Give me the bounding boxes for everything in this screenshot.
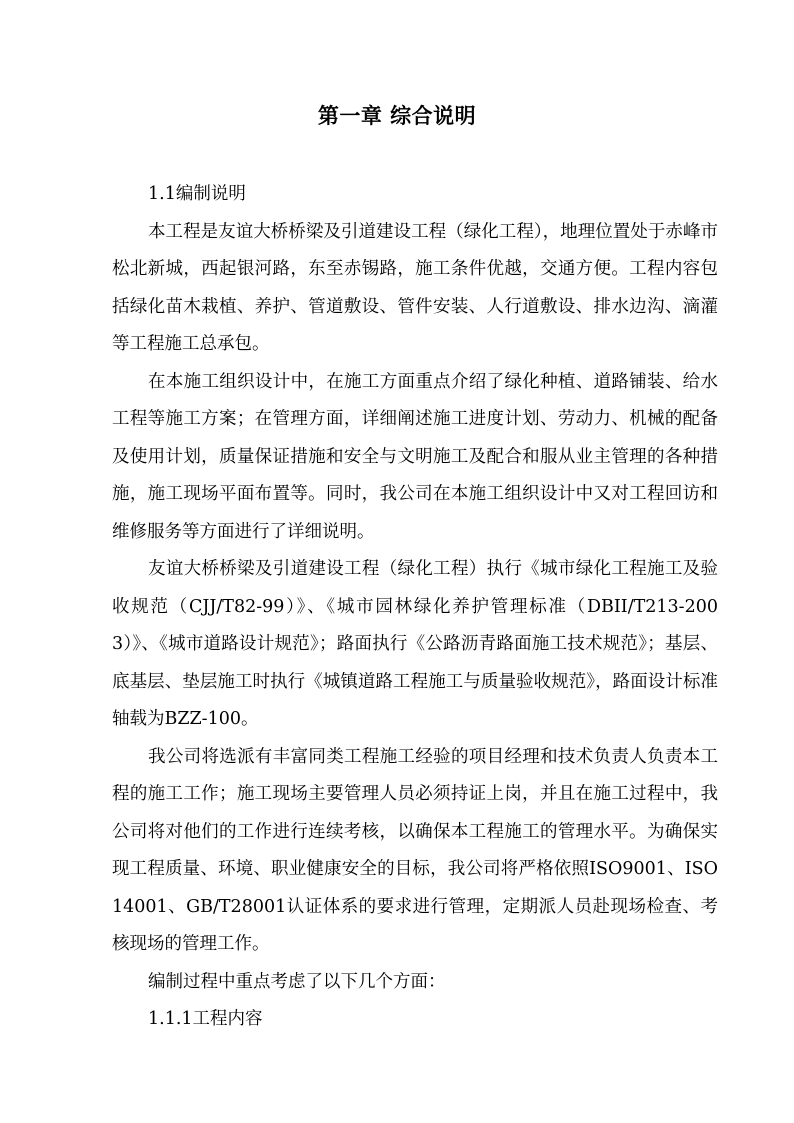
paragraph-design-focus: 在本施工组织设计中，在施工方面重点介绍了绿化种植、道路铺装、给水工程等施工方案；在管理方面，详细阐述施工进度计划、劳动力、机械的配备及使用计划，质量保证措施和安全与文明施工及配合和服从业主管理的各种措施，施工现场平面布置等。同时，我公司在本施工组织设计中又对工程回访和维修服务等方面进行了详细说明。 — [112, 371, 718, 542]
section-heading: 1.1编制说明 — [148, 184, 246, 204]
paragraph-management: 我公司将选派有丰富同类工程施工经验的项目经理和技术负责人负责本工程的施工工作；施工现场主要管理人员必须持证上岗，并且在施工过程中，我公司将对他们的工作进行连续考核，以确保本工程施工的管理水平。为确保实现工程质量、环境、职业健康安全的目标，我公司将严格依照ISO9001、ISO14001、GB/T28001认证体系的要求进行管理，定期派人员赴现场检查、考核现场的管理工作。 — [112, 746, 718, 954]
subsection-heading: 1.1.1工程内容 — [148, 1009, 263, 1029]
document-body — [112, 176, 718, 1039]
paragraph-project-overview: 本工程是友谊大桥桥梁及引道建设工程（绿化工程），地理位置处于赤峰市松北新城，西起银河路，东至赤锡路，施工条件优越，交通方便。工程内容包括绿化苗木栽植、养护、管道敷设、管件安装、人行道敷设、排水边沟、滴灌等工程施工总承包。 — [112, 221, 718, 354]
chapter-title: 第一章 综合说明 — [317, 104, 477, 128]
paragraph-considerations: 编制过程中重点考虑了以下几个方面： — [148, 971, 446, 992]
paragraph-standards: 友谊大桥桥梁及引道建设工程（绿化工程）执行《城市绿化工程施工及验收规范（CJJ/T82-99）》、《城市园林绿化养护管理标准（DBII/T213-2003）》、《城市道路设计规范》；路面执行《公路沥青路面施工技术规范》；基层、底基层、垫层施工时执行《城镇道路工程施工与质量验收规范》，路面设计标准轴载为BZZ-100。 — [112, 559, 718, 729]
